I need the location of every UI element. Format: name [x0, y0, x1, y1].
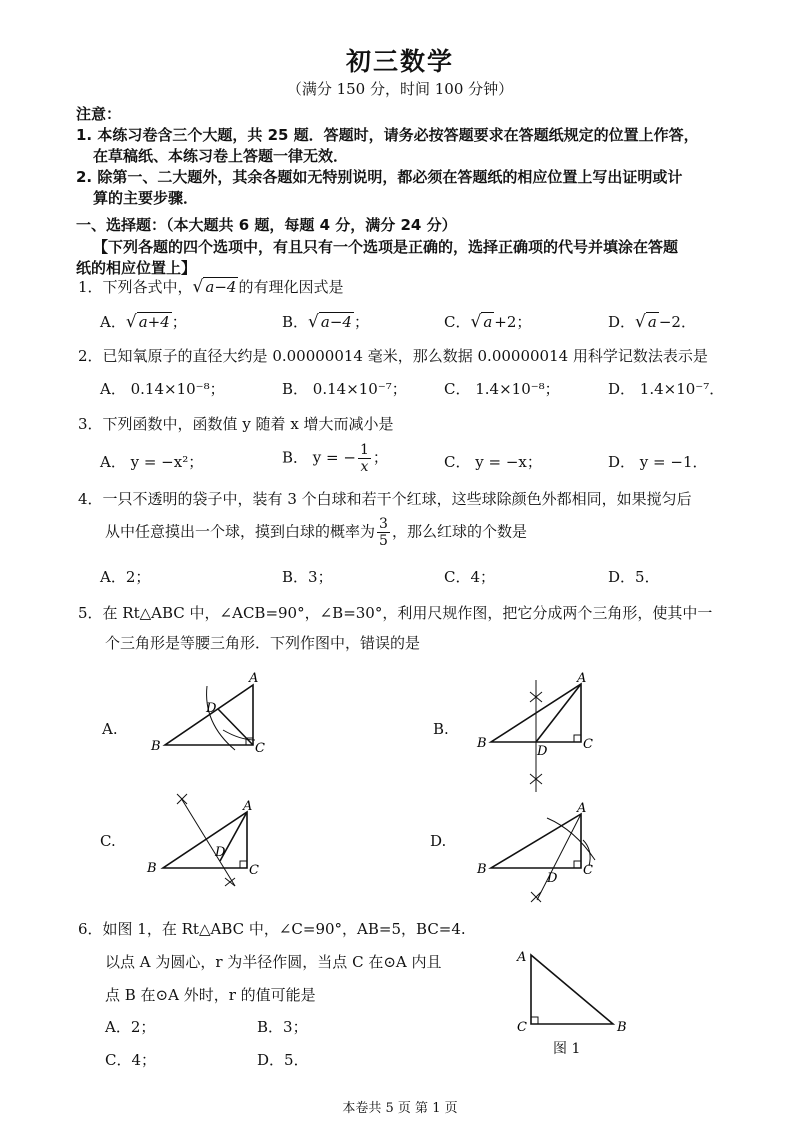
- q3-option-c[interactable]: C． y = −x；: [444, 453, 542, 471]
- q5-option-d[interactable]: D.: [430, 832, 447, 850]
- page-footer: 本卷共 5 页 第 1 页: [342, 1101, 458, 1116]
- label-c: C: [255, 741, 265, 756]
- label-d: D: [537, 744, 548, 759]
- q5-option-a[interactable]: A.: [102, 720, 118, 738]
- q6-stem-line1: 6．如图 1，在 Rt△ABC 中，∠C=90°，AB=5，BC=4.: [78, 920, 466, 938]
- q6-option-a[interactable]: A．2；: [105, 1018, 156, 1036]
- q3-option-b[interactable]: B． y = − $\frac{1}{x}$ ；: [282, 442, 388, 475]
- section1-instruction-line2: 纸的相应位置上】: [76, 259, 197, 277]
- notice-item1-line2: 在草稿纸、本练习卷上答题一律无效．: [93, 147, 349, 165]
- q5-figure-b: [475, 670, 605, 800]
- q1-option-b[interactable]: B．√ a−4 ；: [282, 312, 369, 332]
- q6-option-d[interactable]: D．5．: [257, 1051, 309, 1069]
- q5-stem-line2: 个三角形是等腰三角形．下列作图中，错误的是: [105, 634, 421, 652]
- q2-stem: 2．已知氧原子的直径大约是 0.00000014 毫米，那么数据 0.00000014 用科学记数法表示是: [78, 347, 708, 365]
- label-c: C: [583, 863, 593, 878]
- notice-item2-line2: 算的主要步骤．: [93, 189, 199, 207]
- q6-option-b[interactable]: B．3；: [257, 1018, 308, 1036]
- label-b: B: [147, 861, 157, 876]
- q3-option-a[interactable]: A． y = −x²；: [100, 453, 204, 471]
- q5-figure-c: [145, 786, 275, 896]
- page-subtitle: （满分 150 分，时间 100 分钟）: [286, 80, 514, 98]
- q4-option-a[interactable]: A．2；: [100, 568, 151, 586]
- label-d: D: [206, 701, 217, 716]
- q4-stem-line1: 4．一只不透明的袋子中，装有 3 个白球和若干个红球，这些球除颜色外都相同，如果搅匀后: [78, 490, 692, 508]
- q6-figure-1: [513, 945, 638, 1035]
- label-d: D: [215, 845, 226, 860]
- label-c: C: [249, 863, 259, 878]
- label-a: A: [517, 950, 527, 965]
- label-b: B: [477, 862, 487, 877]
- label-a: A: [577, 801, 587, 816]
- notice-item1-line1: 1. 本练习卷含三个大题，共 25 题．答题时，请务必按答题要求在答题纸规定的位置上作答，: [76, 126, 699, 144]
- q3-option-d[interactable]: D． y = −1．: [608, 453, 708, 471]
- label-c: C: [517, 1020, 527, 1035]
- q5-figure-d: [475, 790, 610, 910]
- q5-figure-a: [145, 668, 275, 763]
- q6-option-c[interactable]: C．4；: [105, 1051, 157, 1069]
- label-a: A: [243, 799, 253, 814]
- label-a: A: [577, 671, 587, 686]
- section1-instruction-line1: 【下列各题的四个选项中，有且只有一个选项是正确的，选择正确项的代号并填涂在答题: [93, 238, 679, 256]
- q6-figure-caption: 图 1: [553, 1041, 581, 1057]
- q2-option-b[interactable]: B． 0.14×10⁻⁷；: [282, 380, 407, 398]
- label-c: C: [583, 737, 593, 752]
- q4-option-c[interactable]: C．4；: [444, 568, 496, 586]
- q1-option-d[interactable]: D．√ a −2．: [608, 312, 696, 332]
- q1-option-c[interactable]: C．√ a +2；: [444, 312, 532, 332]
- section1-heading: 一、选择题：（本大题共 6 题，每题 4 分，满分 24 分）: [76, 216, 457, 234]
- q2-option-d[interactable]: D． 1.4×10⁻⁷．: [608, 380, 725, 398]
- label-b: B: [477, 736, 487, 751]
- label-d: D: [547, 871, 558, 886]
- q4-option-d[interactable]: D．5．: [608, 568, 660, 586]
- label-a: A: [249, 671, 259, 686]
- q6-stem-line3: 点 B 在⊙A 外时，r 的值可能是: [105, 986, 316, 1004]
- notice-heading: 注意：: [76, 105, 122, 123]
- q3-stem: 3．下列函数中，函数值 y 随着 x 增大而减小是: [78, 415, 394, 433]
- q5-option-b[interactable]: B.: [433, 720, 449, 738]
- notice-item2-line1: 2. 除第一、二大题外，其余各题如无特别说明，都必须在答题纸的相应位置上写出证明或计: [76, 168, 683, 186]
- label-b: B: [617, 1020, 627, 1035]
- q1-stem: 1．下列各式中，√ a−4 的有理化因式是: [78, 277, 344, 297]
- label-b: B: [151, 739, 161, 754]
- q2-option-a[interactable]: A． 0.14×10⁻⁸；: [100, 380, 225, 398]
- q4-option-b[interactable]: B．3；: [282, 568, 333, 586]
- q5-option-c[interactable]: C.: [100, 832, 116, 850]
- q4-stem-line2: 从中任意摸出一个球，摸到白球的概率为 $\frac{3}{5}$ ，那么红球的个数是: [105, 516, 527, 549]
- q6-stem-line2: 以点 A 为圆心，r 为半径作圆，当点 C 在⊙A 内且: [105, 953, 442, 971]
- q5-stem-line1: 5．在 Rt△ABC 中，∠ACB=90°，∠B=30°，利用尺规作图，把它分成两个三角形，使其中一: [78, 604, 713, 622]
- q1-option-a[interactable]: A．√ a+4 ；: [100, 312, 187, 332]
- q2-option-c[interactable]: C． 1.4×10⁻⁸；: [444, 380, 560, 398]
- page-title: 初三数学: [345, 47, 454, 76]
